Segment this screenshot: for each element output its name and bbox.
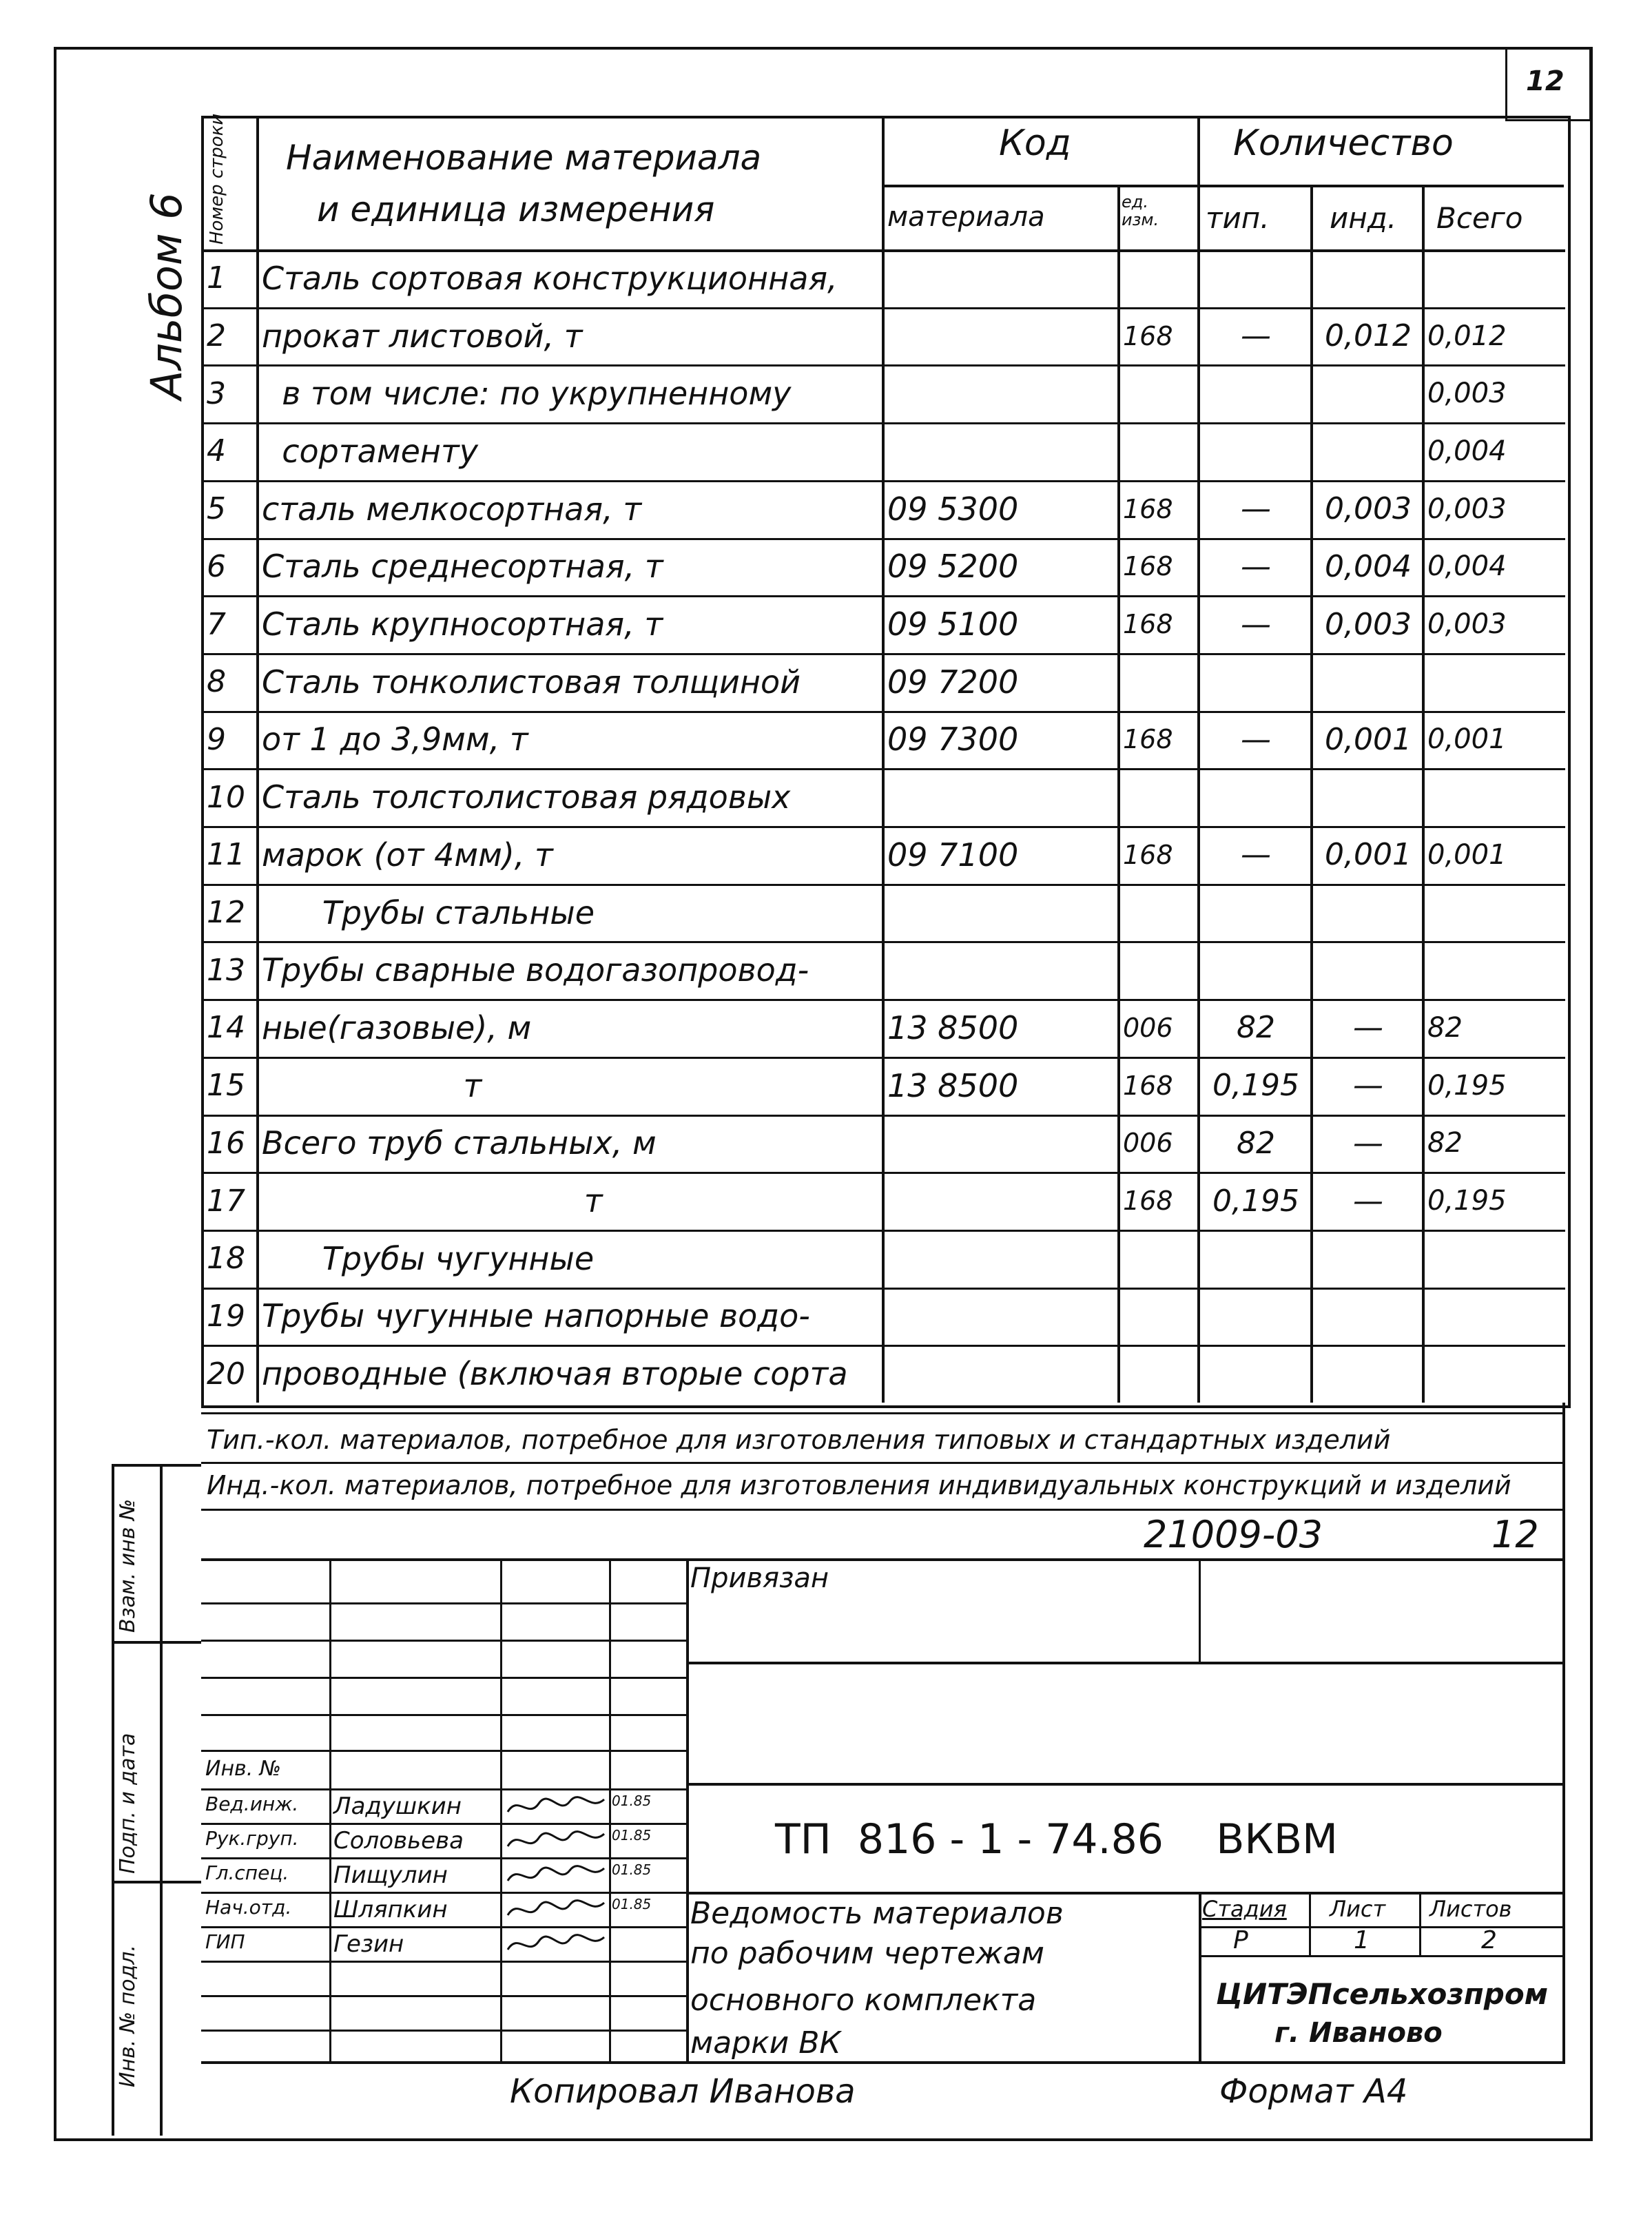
table-cell-ind: 0,012	[1325, 318, 1412, 354]
title-line2: по рабочим чертежам	[690, 1936, 1044, 1971]
copied-by: Копировал Иванова	[510, 2072, 856, 2111]
table-cell-total: 0,003	[1427, 493, 1507, 525]
table-cell-n: 17	[207, 1183, 245, 1219]
table-cell-typ: —	[1241, 837, 1271, 873]
header-row-num: Номер строки	[207, 113, 227, 245]
signature-role: Гл.спец.	[205, 1861, 289, 1884]
table-cell-name: сортаменту	[262, 432, 478, 470]
table-cell-name: Трубы чугунные	[262, 1239, 595, 1277]
signature-date: 01.85	[612, 1793, 652, 1809]
side-label-invpodl: Инв. № подл.	[116, 1945, 140, 2087]
table-cell-name: Сталь крупносортная, т	[262, 606, 663, 643]
sheets-label: Листов	[1429, 1896, 1512, 1922]
signature-scribble	[504, 1895, 608, 1925]
table-cell-ind	[1316, 425, 1421, 477]
signature-scribble	[504, 1929, 608, 1959]
table-cell-n: 4	[207, 433, 226, 469]
table-cell-unit	[1123, 425, 1195, 477]
table-cell-unit: 168	[1123, 724, 1173, 755]
table-cell-n: 11	[207, 837, 245, 873]
side-label-vzam: Взам. инв №	[116, 1498, 140, 1633]
table-cell-total	[1427, 1232, 1562, 1285]
table-cell-mat	[887, 252, 1115, 304]
table-cell-total: 0,003	[1427, 378, 1507, 410]
table-cell-ind	[1316, 1290, 1421, 1343]
sheets-value: 2	[1481, 1926, 1497, 1954]
signature-date: 01.85	[612, 1861, 652, 1878]
table-cell-typ: —	[1241, 318, 1271, 354]
table-cell-unit	[1123, 252, 1195, 304]
header-quantity: Количество	[1233, 123, 1454, 164]
table-cell-mat: 09 5200	[887, 548, 1019, 586]
table-cell-ind	[1316, 367, 1421, 420]
title-line1: Ведомость материалов	[690, 1896, 1064, 1931]
table-cell-typ: —	[1241, 491, 1271, 527]
note-ind: Инд.-кол. материалов, потребное для изготовления индивидуальных конструкций и изделий	[207, 1470, 1511, 1500]
table-cell-total: 0,004	[1427, 435, 1507, 467]
table-cell-n: 7	[207, 606, 226, 642]
header-name-line2: и единица измерения	[317, 189, 715, 229]
table-cell-mat	[887, 1175, 1115, 1227]
bound-label: Привязан	[690, 1562, 829, 1594]
table-cell-ind: 0,003	[1325, 606, 1412, 642]
table-cell-mat	[887, 1290, 1115, 1343]
table-cell-ind	[1316, 252, 1421, 304]
table-cell-unit: 168	[1123, 493, 1173, 524]
table-cell-total: 0,004	[1427, 550, 1507, 583]
album-label: Альбом 6	[141, 192, 192, 400]
stage-value: Р	[1233, 1926, 1248, 1954]
table-cell-total	[1427, 944, 1562, 996]
table-cell-ind: —	[1353, 1068, 1383, 1104]
table-cell-n: 1	[207, 260, 226, 296]
table-cell-typ	[1203, 656, 1309, 708]
table-cell-n: 16	[207, 1125, 245, 1161]
table-cell-total: 0,195	[1427, 1069, 1507, 1102]
table-cell-name: Сталь среднесортная, т	[262, 548, 663, 586]
table-cell-ind: 0,004	[1325, 548, 1412, 584]
table-cell-name: Сталь сортовая конструкционная,	[262, 259, 838, 297]
table-cell-unit	[1123, 1348, 1195, 1400]
table-cell-unit	[1123, 656, 1195, 708]
table-cell-ind: 0,001	[1325, 721, 1412, 757]
title-line3: основного комплекта	[690, 1983, 1037, 2018]
table-cell-typ	[1203, 944, 1309, 996]
table-cell-mat	[887, 1232, 1115, 1285]
table-cell-total	[1427, 1348, 1562, 1400]
table-cell-typ	[1203, 425, 1309, 477]
title-line4: марки ВК	[690, 2025, 841, 2061]
table-cell-total	[1427, 771, 1562, 823]
header-qty-typ: тип.	[1206, 201, 1270, 235]
table-cell-typ	[1203, 1348, 1309, 1400]
table-cell-n: 20	[207, 1356, 245, 1392]
table-cell-typ: —	[1241, 721, 1271, 757]
org-line1: ЦИТЭПсельхозпром	[1216, 1977, 1549, 2011]
table-cell-n: 14	[207, 1010, 245, 1046]
table-cell-total	[1427, 1290, 1562, 1343]
table-cell-mat	[887, 944, 1115, 996]
table-cell-total	[1427, 656, 1562, 708]
org-line2: г. Иваново	[1274, 2017, 1443, 2049]
table-cell-ind	[1316, 944, 1421, 996]
table-cell-total: 0,195	[1427, 1185, 1507, 1217]
signature-role: Вед.инж.	[205, 1793, 299, 1815]
signature-role: Рук.груп.	[205, 1827, 299, 1850]
table-cell-unit: 006	[1123, 1012, 1173, 1043]
table-cell-typ	[1203, 1290, 1309, 1343]
table-cell-name: Сталь толстолистовая рядовых	[262, 778, 791, 816]
table-cell-typ	[1203, 887, 1309, 939]
table-cell-unit: 168	[1123, 1186, 1173, 1217]
table-cell-ind	[1316, 1232, 1421, 1285]
table-cell-total	[1427, 887, 1562, 939]
signature-date: 01.85	[612, 1827, 652, 1844]
header-name-line1: Наименование материала	[286, 138, 762, 178]
table-cell-name: проводные (включая вторые сорта	[262, 1355, 848, 1393]
table-cell-total: 82	[1427, 1127, 1463, 1159]
table-cell-typ	[1203, 367, 1309, 420]
sheet-value: 1	[1354, 1926, 1370, 1954]
table-cell-n: 12	[207, 895, 245, 931]
table-cell-name: Трубы стальные	[262, 894, 595, 931]
table-cell-n: 2	[207, 318, 226, 354]
signature-role: Нач.отд.	[205, 1896, 292, 1919]
table-cell-unit: 168	[1123, 609, 1173, 640]
table-cell-name: прокат листовой, т	[262, 317, 583, 355]
table-cell-mat	[887, 367, 1115, 420]
signature-scribble	[504, 1791, 608, 1821]
table-cell-total: 0,001	[1427, 838, 1507, 871]
table-cell-ind	[1316, 656, 1421, 708]
table-cell-typ: 82	[1237, 1125, 1275, 1161]
table-cell-name: Всего труб стальных, м	[262, 1124, 657, 1162]
table-cell-ind: 0,001	[1325, 837, 1412, 873]
table-cell-mat	[887, 771, 1115, 823]
signature-name: Шляпкин	[333, 1896, 448, 1923]
format-label: Формат А4	[1219, 2072, 1408, 2111]
table-cell-unit: 168	[1123, 320, 1173, 351]
table-cell-typ: 0,195	[1212, 1068, 1299, 1104]
table-cell-unit	[1123, 887, 1195, 939]
note-typ: Тип.-кол. материалов, потребное для изготовления типовых и стандартных изделий	[207, 1425, 1391, 1455]
inv-no-label: Инв. №	[205, 1757, 282, 1781]
table-cell-unit: 168	[1123, 839, 1173, 870]
table-cell-total	[1427, 252, 1562, 304]
table-cell-ind: —	[1353, 1183, 1383, 1219]
table-cell-n: 5	[207, 491, 226, 527]
table-cell-ind	[1316, 887, 1421, 939]
signature-name: Гезин	[333, 1930, 404, 1958]
table-cell-typ	[1203, 771, 1309, 823]
table-cell-mat: 09 7300	[887, 721, 1019, 758]
table-cell-name: т	[262, 1066, 482, 1104]
table-cell-unit: 006	[1123, 1128, 1173, 1159]
table-cell-mat	[887, 1117, 1115, 1170]
sheet-label: Лист	[1330, 1896, 1386, 1922]
table-cell-unit	[1123, 944, 1195, 996]
table-cell-name: Трубы сварные водогазопровод-	[262, 951, 809, 989]
table-cell-name: Трубы чугунные напорные водо-	[262, 1297, 810, 1335]
table-cell-mat: 13 8500	[887, 1066, 1019, 1104]
table-cell-n: 13	[207, 952, 245, 988]
table-cell-typ: 82	[1237, 1010, 1275, 1046]
table-cell-typ: 0,195	[1212, 1183, 1299, 1219]
table-cell-ind: —	[1353, 1010, 1383, 1046]
signature-role: ГИП	[205, 1930, 245, 1953]
signature-date: 01.85	[612, 1896, 652, 1912]
table-cell-n: 19	[207, 1298, 245, 1334]
table-cell-typ: —	[1241, 548, 1271, 584]
signature-scribble	[504, 1826, 608, 1856]
table-cell-typ	[1203, 252, 1309, 304]
table-cell-unit	[1123, 1290, 1195, 1343]
header-code: Код	[999, 123, 1071, 164]
table-cell-name: ные(газовые), м	[262, 1009, 532, 1046]
table-cell-n: 15	[207, 1068, 245, 1104]
signature-name: Пищулин	[333, 1861, 448, 1889]
doc-page: 12	[1491, 1513, 1539, 1556]
side-label-podp: Подп. и дата	[116, 1733, 140, 1874]
table-cell-mat: 09 7100	[887, 836, 1019, 874]
table-cell-mat	[887, 425, 1115, 477]
table-cell-ind: 0,003	[1325, 491, 1412, 527]
table-cell-mat	[887, 887, 1115, 939]
project-code: ТП 816 - 1 - 74.86 ВКВМ	[775, 1815, 1338, 1864]
table-cell-ind	[1316, 1348, 1421, 1400]
table-cell-n: 6	[207, 548, 226, 584]
table-cell-unit	[1123, 771, 1195, 823]
table-cell-typ	[1203, 1232, 1309, 1285]
table-cell-unit	[1123, 367, 1195, 420]
table-cell-total: 0,001	[1427, 723, 1507, 756]
header-qty-total: Всего	[1436, 201, 1523, 235]
table-cell-name: Сталь тонколистовая толщиной	[262, 663, 801, 701]
table-cell-total: 0,003	[1427, 608, 1507, 641]
table-cell-total: 82	[1427, 1011, 1463, 1044]
table-cell-ind: —	[1353, 1125, 1383, 1161]
header-qty-ind: инд.	[1330, 201, 1397, 235]
table-cell-typ: —	[1241, 606, 1271, 642]
table-cell-mat: 09 5100	[887, 606, 1019, 643]
table-cell-name: т	[262, 1182, 603, 1220]
table-cell-n: 10	[207, 779, 245, 815]
table-cell-name: марок (от 4мм), т	[262, 836, 553, 874]
table-cell-n: 8	[207, 664, 226, 700]
table-cell-mat	[887, 310, 1115, 362]
table-cell-ind	[1316, 771, 1421, 823]
table-cell-name: в том числе: по укрупненному	[262, 375, 792, 413]
table-cell-n: 9	[207, 721, 226, 757]
signature-name: Ладушкин	[333, 1793, 462, 1820]
table-cell-unit: 168	[1123, 1070, 1173, 1101]
signature-name: Соловьева	[333, 1827, 464, 1855]
table-cell-name: сталь мелкосортная, т	[262, 490, 642, 528]
header-code-unit: ед. изм.	[1122, 192, 1159, 229]
doc-code: 21009-03	[1144, 1513, 1323, 1556]
signature-scribble	[504, 1860, 608, 1890]
table-cell-total: 0,012	[1427, 320, 1507, 352]
page-number: 12	[1526, 65, 1565, 97]
table-cell-mat: 09 7200	[887, 663, 1019, 701]
table-cell-mat	[887, 1348, 1115, 1400]
table-cell-n: 18	[207, 1241, 245, 1277]
table-cell-n: 3	[207, 375, 226, 411]
table-cell-mat: 13 8500	[887, 1009, 1019, 1046]
table-cell-mat: 09 5300	[887, 490, 1019, 528]
table-cell-unit	[1123, 1232, 1195, 1285]
table-cell-name: от 1 до 3,9мм, т	[262, 721, 528, 758]
header-code-material: материала	[887, 201, 1045, 233]
table-cell-unit: 168	[1123, 551, 1173, 582]
stage-label: Стадия	[1202, 1896, 1287, 1922]
